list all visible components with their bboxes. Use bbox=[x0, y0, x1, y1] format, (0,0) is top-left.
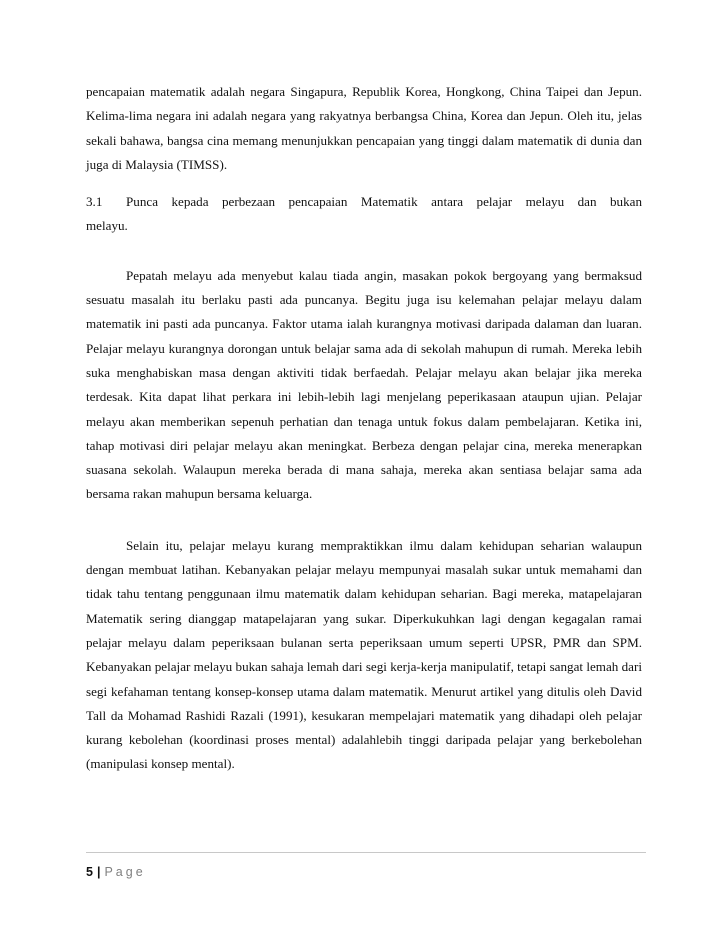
page-label: Page bbox=[104, 865, 146, 879]
section-number: 3.1 bbox=[86, 194, 103, 210]
footer-separator: | bbox=[96, 865, 101, 879]
paragraph-motivation: Pepatah melayu ada menyebut kalau tiada angin, masakan pokok bergoyang yang bermaksud sesuatu masalah itu berlaku pasti ada puncanya. Begitu juga isu kelemahan pelajar melayu dalam matematik ini pasti ada puncanya. Faktor utama ialah kurangnya motivasi daripada dalaman dan luaran. Pelajar melayu kurangnya dorongan untuk belajar sama ada di sekolah mahupun di rumah. Mereka lebih suka menghabiskan masa dengan aktiviti tidak berfaedah. Pelajar melayu akan belajar jika mereka terdesak. Kita dapat lihat perkara ini lebih-lebih lagi menjelang peperikasaan ataupun ujian. Pelajar melayu akan memberikan sepenuh perhatian dan tenaga untuk fokus dalam pembelajaran. Ketika ini, tahap motivasi diri pelajar melayu akan meningkat. Berbeza dengan pelajar cina, mereka menerapkan suasana sekolah. Walaupun mereka berada di mana sahaja, mereka akan sentiasa belajar sama ada bersama rakan mahupun bersama keluarga. bbox=[86, 267, 642, 502]
section-title-line1: Punca kepada perbezaan pencapaian Matematik antara pelajar melayu dan bukan bbox=[126, 194, 642, 210]
page-number: 5 bbox=[86, 865, 93, 879]
paragraph-intro: pencapaian matematik adalah negara Singapura, Republik Korea, Hongkong, China Taipei dan Jepun. Kelima-lima negara ini adalah negara yang rakyatnya berbangsa China, Korea dan Jepun. Oleh itu, jelas sekali bahawa, bangsa cina memang menunjukkan pencapaian yang tinggi dalam matematik di dunia dan juga di Malaysia (TIMSS). bbox=[86, 84, 642, 172]
page-body bbox=[86, 80, 642, 777]
footer-divider bbox=[86, 852, 646, 853]
section-title-line2: melayu. bbox=[86, 218, 128, 234]
section-heading bbox=[86, 190, 642, 214]
page-footer bbox=[86, 863, 146, 881]
paragraph-practice: Selain itu, pelajar melayu kurang mempraktikkan ilmu dalam kehidupan seharian walaupun dengan membuat latihan. Kebanyakan pelajar melayu mempunyai masalah sukar untuk memahami dan tidak tahu tentang penggunaan ilmu matematik dalam kehidupan seharian. Bagi mereka, matapelajaran Matematik sering dianggap matapelajaran yang sukar. Diperkukuhkan lagi dengan kegagalan ramai pelajar melayu dalam peperiksaan bulanan serta peperiksaan umum seperti UPSR, PMR dan SPM. Kebanyakan pelajar melayu bukan sahaja lemah dari segi kerja-kerja manipulatif, tetapi sangat lemah dari segi kefahaman tentang konsep-konsep utama dalam matematik. Menurut artikel yang ditulis oleh David Tall da Mohamad Rashidi Razali (1991), kesukaran mempelajari matematik yang dihadapi oleh pelajar kurang kebolehan (koordinasi proses mental) adalahlebih tinggi daripada pelajar yang berkebolehan (manipulasi konsep mental). bbox=[86, 537, 642, 772]
